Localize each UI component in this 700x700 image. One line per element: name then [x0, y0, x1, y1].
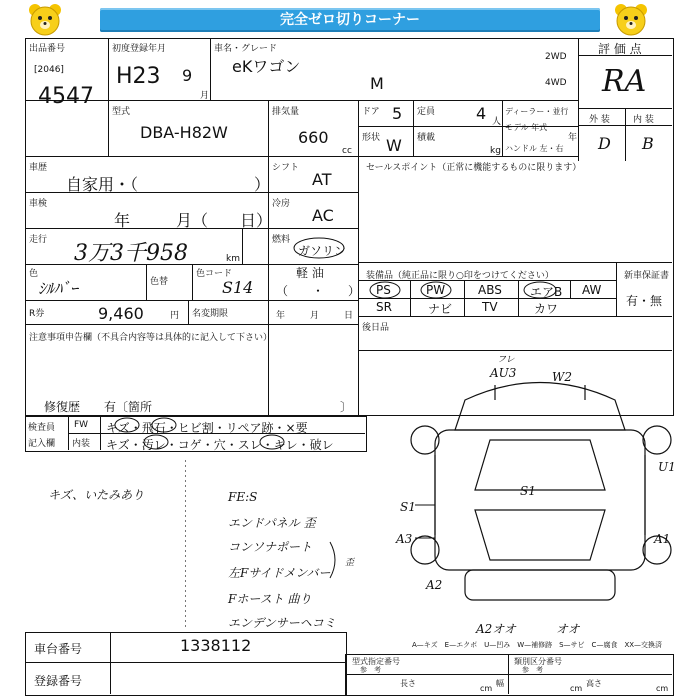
- handwritten-line-3: コンソナポート: [228, 540, 313, 554]
- reg-label: 初度登録年月: [112, 44, 167, 54]
- type-label: 型式指定番号: [352, 657, 400, 666]
- rating-ext: D: [598, 134, 611, 153]
- lot-sub: [2046]: [34, 65, 64, 75]
- mark-u1: U1: [658, 460, 676, 474]
- equip-pw: PW: [426, 283, 446, 297]
- rating-label: 評 価 点: [598, 42, 642, 56]
- len-label: 長さ: [400, 679, 416, 688]
- hgt-unit: cm: [656, 684, 669, 693]
- transfer-label: 名変期限: [192, 309, 229, 319]
- mark-s1-left: S1: [400, 500, 416, 514]
- handwritten-line-6: エンデンサーヘコミ: [228, 616, 336, 630]
- model-label: 型式: [112, 107, 131, 117]
- mark-a1: A1: [654, 532, 671, 546]
- inspection-label: 車検: [29, 199, 48, 209]
- aftermarket-label: 後日品: [362, 323, 390, 333]
- transfer-day: 日: [344, 311, 354, 321]
- damage-legend: A—キズ E—エクボ U—凹み W—補修跡 S—サビ C—腐食 XX—交換済: [412, 641, 663, 649]
- car-name: eKワゴン: [232, 57, 301, 76]
- mileage-value: 3万3千958: [74, 241, 188, 266]
- dashed-divider: [185, 460, 186, 630]
- displacement-value: 660: [298, 128, 329, 147]
- shift-value: AT: [312, 170, 332, 189]
- shape-label: 形状: [362, 133, 381, 143]
- color-value: ｼﾙﾊﾞｰ: [38, 279, 79, 298]
- doors-label: ドア: [362, 107, 380, 117]
- lot-number: 4547: [38, 84, 94, 109]
- mark-a2: A2: [426, 578, 443, 592]
- hgt-label: 高さ: [586, 679, 602, 688]
- mark-s1-center: S1: [520, 484, 536, 498]
- equipment-circles: [368, 280, 628, 300]
- wid-label: 幅: [496, 679, 504, 688]
- car-grade: M: [370, 74, 384, 93]
- wid-unit: cm: [570, 684, 583, 693]
- mark-oo: オオ: [556, 622, 580, 636]
- inspector-label2: 記入欄: [28, 439, 56, 449]
- mark-a2-oo: A2オオ: [476, 622, 516, 636]
- equip-aw: AW: [582, 283, 602, 297]
- gasoline-circle: [292, 236, 346, 260]
- reg-month-unit: 月: [200, 91, 210, 101]
- fuel-gasoline: ガソリン: [298, 244, 347, 258]
- mark-a3: A3: [396, 532, 413, 546]
- color-change-label: 色替: [150, 277, 169, 287]
- model-value: DBA-H82W: [140, 123, 228, 142]
- mileage-unit: km: [226, 254, 240, 264]
- chassis-value: 1338112: [180, 636, 252, 655]
- doors-value: 5: [392, 104, 403, 123]
- class-ref: 参 考: [522, 666, 543, 674]
- notes-label: 注意事項申告欄（不具合内容等は具体的に記入して下さい）: [29, 333, 273, 343]
- mark-au3: AU3: [490, 366, 517, 380]
- displacement-label: 排気量: [272, 107, 300, 117]
- reg-year: H23: [116, 64, 161, 89]
- rating-int-label: 内 装: [633, 115, 654, 125]
- warranty-value: 有・無: [626, 294, 663, 308]
- equip-airbag: エアB: [530, 285, 563, 299]
- load-label: 積載: [417, 133, 436, 143]
- history-label: 車歴: [29, 163, 48, 173]
- car-label: 車名・グレード: [214, 44, 278, 54]
- recycle-unit: 円: [170, 311, 180, 321]
- inspection-year: 年: [114, 211, 131, 230]
- shift-label: シフト: [272, 163, 300, 173]
- reg-month: 9: [182, 66, 193, 85]
- ac-value: AC: [312, 206, 334, 225]
- transfer-year: 年: [276, 311, 286, 321]
- equipment-label: 装備品（純正品に限り○印をつけてください）: [366, 271, 554, 281]
- handwritten-left: キズ、いたみあり: [48, 488, 145, 502]
- mark-w2: W2: [552, 370, 572, 384]
- model-year-label: モデル 年式: [505, 123, 548, 132]
- rating-int: B: [642, 134, 654, 153]
- ac-label: 冷房: [272, 199, 291, 209]
- seats-unit: 人: [492, 117, 502, 127]
- equip-ps: PS: [376, 283, 391, 297]
- color-code-label: 色コード: [196, 269, 233, 279]
- warranty-label: 新車保証書: [624, 271, 670, 281]
- lot-label: 出品番号: [29, 44, 66, 54]
- handle-label: ハンドル 左・右: [505, 144, 564, 153]
- bear-mascot-icon: [26, 2, 64, 38]
- inspector-circles: [100, 416, 365, 450]
- inspector-label: 検査員: [28, 423, 56, 433]
- drive-2wd: 2WD: [545, 52, 567, 62]
- plate-label: 登録番号: [34, 674, 83, 688]
- rating-ext-label: 外 装: [589, 115, 610, 125]
- transfer-month: 月: [310, 311, 320, 321]
- fuel-label: 燃料: [272, 235, 291, 245]
- dealer-label: ディーラー・並行: [505, 107, 569, 116]
- handwritten-line-1: FE:S: [228, 490, 258, 504]
- recycle-value: 9,460: [98, 304, 144, 323]
- repair-label: 修復歴 有〔箇所: [44, 400, 153, 414]
- inspection-month: 月（: [176, 211, 209, 230]
- fuel-diesel: 軽 油: [296, 266, 324, 280]
- ext-tag: FW: [74, 420, 89, 430]
- type-ref: 参 考: [360, 666, 381, 674]
- recycle-label: R券: [29, 309, 45, 319]
- displacement-unit: cc: [342, 146, 352, 156]
- rating-score: RA: [602, 64, 647, 99]
- mark-frame: フレ: [497, 355, 515, 365]
- seats-value: 4: [476, 104, 487, 123]
- int-tag: 内装: [72, 439, 91, 449]
- chassis-label: 車台番号: [34, 642, 83, 656]
- class-label: 類別区分番号: [514, 657, 562, 666]
- inspection-day: 日）: [240, 211, 273, 230]
- len-unit: cm: [480, 684, 493, 693]
- ext-line: キズ・飛石・ヒビ割・リペア跡・×要: [106, 421, 308, 435]
- load-unit: kg: [490, 146, 501, 156]
- sales-point-label: セールスポイント（正常に機能するものに限ります）: [366, 163, 582, 173]
- equip-sr: SR: [376, 300, 392, 314]
- handwritten-bend: 歪: [345, 558, 355, 568]
- banner-title: 完全ゼロ切りコーナー: [280, 12, 420, 28]
- equip-leather: カワ: [534, 302, 559, 316]
- seats-label: 定員: [417, 107, 436, 117]
- year-unit: 年: [568, 133, 578, 143]
- drive-4wd: 4WD: [545, 78, 567, 88]
- shape-value: W: [386, 136, 402, 155]
- handwritten-line-2: エンドパネル 歪: [228, 516, 316, 530]
- color-code: S14: [222, 278, 254, 297]
- int-line: キズ・汚レ・コゲ・穴・スレ・キレ・破レ: [106, 438, 334, 452]
- equip-abs: ABS: [478, 283, 502, 297]
- equip-navi: ナビ: [428, 302, 453, 316]
- history-close: ）: [254, 175, 271, 194]
- history-value: 自家用・（: [66, 175, 139, 194]
- mileage-label: 走行: [29, 235, 48, 245]
- repair-close: 〕: [340, 400, 353, 414]
- handwritten-line-4: 左Fサイドメンバー: [228, 566, 331, 580]
- equip-tv: TV: [482, 300, 498, 314]
- handwritten-line-5: Fホースト 曲り: [228, 592, 312, 606]
- bracket-mark: [328, 540, 344, 580]
- fuel-paren: （ ・ ）: [276, 284, 361, 298]
- color-label: 色: [29, 269, 39, 279]
- bear-mascot-icon: [612, 2, 650, 38]
